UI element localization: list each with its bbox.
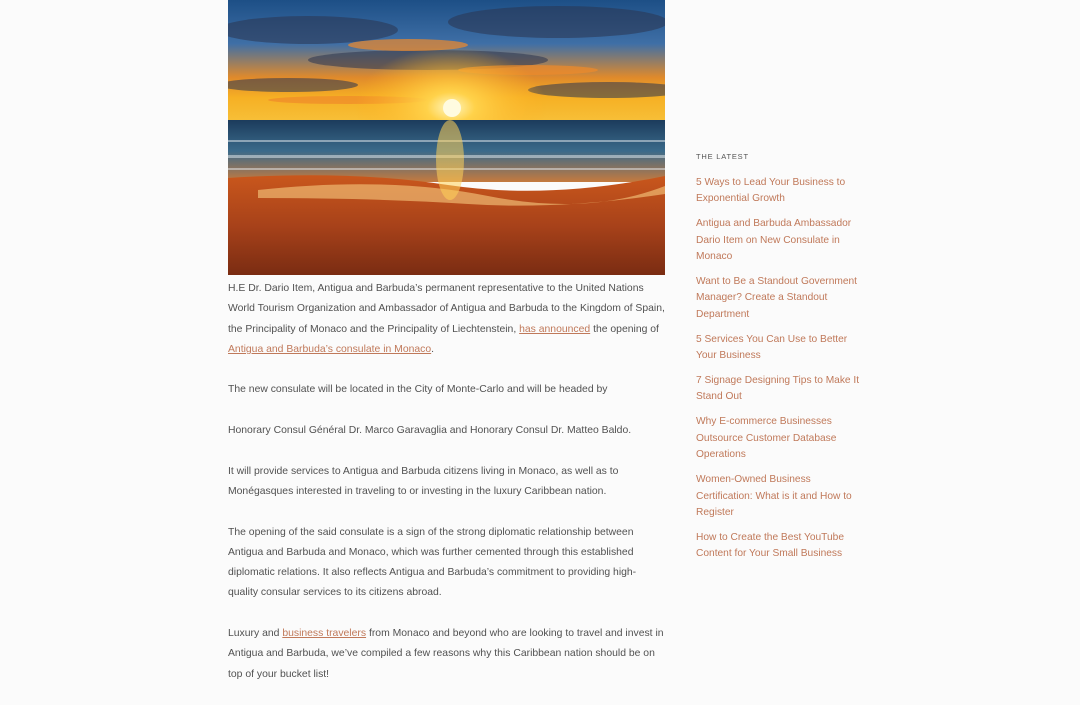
paragraph-text: Luxury and	[228, 628, 283, 640]
paragraph-text: H.E Dr. Dario Item, Antigua and Barbuda’s permanent representative to the United Nations World Tourism Organization and Ambassador of Antigua and Barbuda to the Kingdom of Spain, the Principality of Monaco and the Principality of Liechtenstein,	[228, 283, 665, 335]
latest-post-link[interactable]: Antigua and Barbuda Ambassador Dario Item on New Consulate in Monaco	[696, 218, 852, 263]
paragraph-text: from Monaco and beyond who are looking to travel and invest in Antigua and Barbuda, we’ve compiled a few reasons why this Caribbean nation should be on top of your bucket list!	[228, 628, 664, 680]
paragraph-text: It will provide services to Antigua and Barbuda citizens living in Monaco, as well as to Monégasques interested in traveling to or investing in the luxury Caribbean nation.	[228, 465, 619, 497]
latest-post-link[interactable]: 5 Ways to Lead Your Business to Exponential Growth	[696, 177, 846, 205]
latest-posts-list	[696, 175, 861, 563]
article-body	[228, 279, 665, 685]
sidebar-heading: THE LATEST	[696, 152, 749, 161]
paragraph-text: .	[431, 343, 435, 355]
latest-post-link[interactable]: 5 Services You Can Use to Better Your Business	[696, 333, 848, 362]
list-item	[696, 530, 861, 563]
latest-post-link[interactable]: Want to Be a Standout Government Manager? Create a Standout Department	[696, 276, 858, 320]
list-item	[696, 414, 861, 463]
list-item	[696, 373, 861, 406]
paragraph-text: The opening of the said consulate is a sign of the strong diplomatic relationship between Antigua and Barbuda and Monaco, which was further cemented through this established diplomatic relations. It also reflects Antigua and Barbuda’s commitment to providing high-quality consular services to its citizens abroad.	[228, 526, 637, 599]
article-paragraph	[228, 523, 665, 604]
paragraph-text: The new consulate will be located in the City of Monte-Carlo and will be headed by	[228, 384, 608, 396]
article	[228, 0, 665, 705]
list-item	[696, 274, 861, 323]
article-paragraph	[228, 380, 665, 400]
list-item	[696, 216, 861, 265]
list-item	[696, 472, 861, 521]
article-paragraph	[228, 462, 665, 503]
consulate-in-monaco-link[interactable]: Antigua and Barbuda’s consulate in Monaco	[228, 343, 432, 355]
sidebar	[696, 152, 861, 571]
article-paragraph	[228, 624, 665, 685]
hero-image	[228, 0, 665, 275]
latest-post-link[interactable]: Why E-commerce Businesses Outsource Customer Database Operations	[696, 416, 837, 461]
paragraph-text: the opening of	[590, 323, 659, 335]
latest-post-link[interactable]: 7 Signage Designing Tips to Make It Stand Out	[696, 375, 860, 403]
article-paragraph	[228, 279, 665, 360]
list-item	[696, 332, 861, 365]
paragraph-text: Honorary Consul Général Dr. Marco Garavaglia and Honorary Consul Dr. Matteo Baldo.	[228, 425, 632, 437]
business-travelers-link[interactable]: business travelers	[282, 628, 367, 640]
latest-post-link[interactable]: Women-Owned Business Certification: What is it and How to Register	[696, 474, 852, 518]
list-item	[696, 175, 861, 208]
has-announced-link[interactable]: has announced	[519, 323, 591, 335]
article-paragraph	[228, 421, 665, 441]
latest-post-link[interactable]: How to Create the Best YouTube Content for Your Small Business	[696, 531, 845, 560]
